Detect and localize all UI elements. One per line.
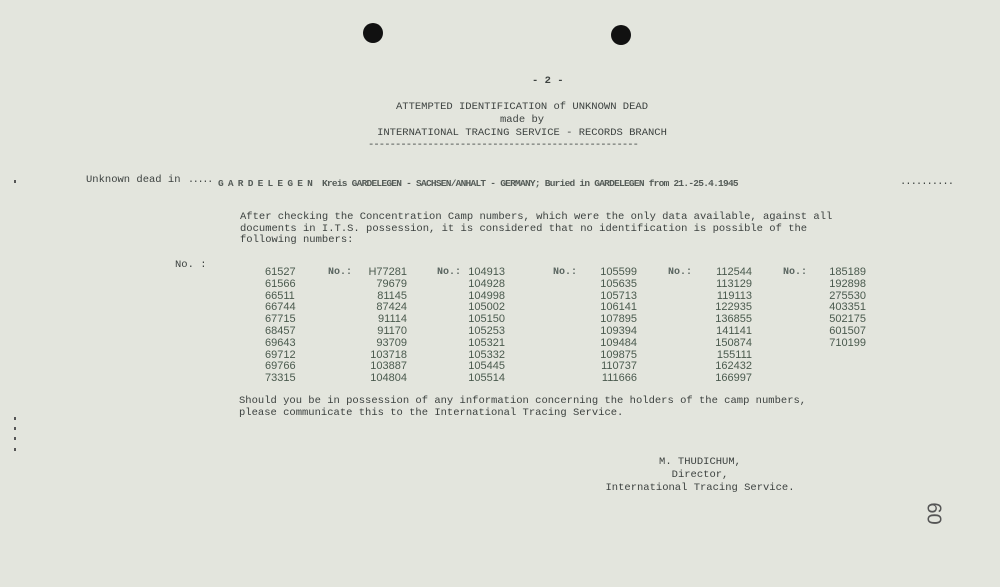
camp-number: 192898	[829, 277, 866, 290]
signature-org: International Tracing Service.	[605, 482, 795, 494]
camp-number: 87424	[376, 301, 407, 314]
camp-number: 106141	[600, 301, 637, 314]
punch-hole	[611, 25, 631, 45]
camp-number: 109394	[600, 325, 637, 337]
column-label: No.:	[437, 267, 462, 278]
unknown-dead-label: Unknown dead in	[86, 174, 181, 186]
camp-number: H77281	[368, 266, 407, 278]
camp-number: 67715	[265, 313, 296, 326]
camp-number: 105321	[468, 336, 505, 349]
camp-number: 69712	[265, 348, 296, 361]
signature-title: Director,	[671, 469, 729, 481]
archive-number: 60	[922, 502, 945, 525]
camp-number: 61527	[265, 266, 296, 278]
column-label: No.:	[553, 267, 578, 278]
camp-number: 105445	[468, 360, 505, 373]
camp-number: 79679	[376, 277, 407, 290]
margin-mark	[14, 180, 16, 183]
camp-number: 150874	[715, 336, 752, 349]
camp-number: 105599	[600, 266, 637, 278]
margin-mark	[14, 448, 16, 451]
no-label: No. :	[175, 259, 207, 271]
title-line-3: INTERNATIONAL TRACING SERVICE - RECORDS BRANCH	[377, 127, 667, 139]
camp-number: 66744	[265, 301, 296, 314]
camp-number: 122935	[715, 301, 752, 314]
margin-mark	[14, 437, 16, 440]
camp-number: 91170	[377, 325, 407, 337]
camp-number: 155111	[716, 348, 752, 361]
camp-number: 105002	[468, 301, 505, 314]
camp-number: 710199	[829, 336, 866, 349]
camp-number: 103887	[370, 360, 407, 373]
unknown-dead-location: G A R D E L E G E N Kreis GARDELEGEN - SACHSEN/ANHALT - GERMANY; Buried in GARDELEGEN from 21.-25.4.1945	[218, 178, 738, 189]
camp-number: 162432	[715, 360, 752, 373]
camp-number: 105713	[600, 289, 637, 302]
camp-number: 104804	[370, 372, 407, 385]
camp-number: 275530	[829, 289, 866, 302]
camp-number: 91114	[378, 313, 407, 326]
closing-line: Should you be in possession of any information concerning the holders of the camp numbers,	[239, 395, 807, 407]
camp-number: 110737	[601, 360, 637, 373]
camp-number: 69643	[265, 336, 296, 349]
punch-hole	[363, 23, 383, 43]
intro-line: following numbers:	[240, 234, 354, 246]
page-number: - 2 -	[532, 75, 564, 87]
camp-number: 104928	[468, 277, 505, 290]
camp-number: 73315	[265, 372, 296, 385]
camp-number: 403351	[829, 301, 866, 314]
camp-number: 105150	[468, 313, 505, 326]
closing-line: please communicate this to the International Tracing Service.	[239, 406, 624, 419]
camp-number: 109484	[600, 336, 637, 349]
closing-paragraph	[239, 396, 806, 419]
camp-number: 185189	[829, 266, 866, 278]
camp-number: 105253	[468, 325, 505, 337]
intro-paragraph	[240, 212, 832, 247]
camp-number: 69766	[265, 360, 296, 373]
leader-dots: .....	[188, 175, 213, 186]
camp-number: 119113	[716, 289, 752, 302]
intro-line: After checking the Concentration Camp numbers, which were the only data available, against all	[240, 211, 833, 223]
camp-number: 68457	[265, 325, 296, 337]
camp-number: 109875	[600, 348, 637, 361]
signature-name: M. THUDICHUM,	[659, 456, 741, 468]
title-line-2: made by	[499, 114, 545, 126]
camp-number: 66511	[265, 289, 295, 302]
camp-number: 61566	[265, 277, 296, 290]
column-label: No.:	[328, 267, 353, 278]
margin-mark	[14, 427, 16, 430]
camp-number: 502175	[829, 313, 866, 326]
camp-number: 104998	[468, 289, 505, 302]
divider: --------------------------------------------------	[368, 139, 639, 151]
intro-line: documents in I.T.S. possession, it is considered that no identification is possible of the	[240, 222, 808, 235]
camp-number: 166997	[715, 372, 752, 385]
camp-number: 105332	[468, 348, 505, 361]
camp-number: 93709	[376, 336, 407, 349]
column-label: No.:	[668, 267, 693, 278]
camp-number: 107895	[600, 313, 637, 326]
leader-dots: ..........	[900, 176, 954, 188]
signature-block	[600, 456, 800, 495]
camp-number: 113129	[716, 277, 752, 290]
camp-number: 136855	[715, 313, 752, 326]
camp-number: 105635	[600, 277, 637, 290]
camp-number: 81145	[377, 289, 407, 302]
camp-number: 104913	[468, 266, 505, 278]
title-line-1: ATTEMPTED IDENTIFICATION of UNKNOWN DEAD	[395, 101, 649, 113]
camp-number: 105514	[468, 372, 505, 385]
column-label: No.:	[783, 267, 808, 278]
camp-number: 112544	[716, 266, 752, 278]
camp-number: 111666	[601, 372, 637, 385]
margin-mark	[14, 417, 16, 420]
camp-number: 601507	[829, 325, 866, 337]
camp-number: 103718	[370, 348, 407, 361]
camp-number: 141141	[716, 325, 752, 337]
